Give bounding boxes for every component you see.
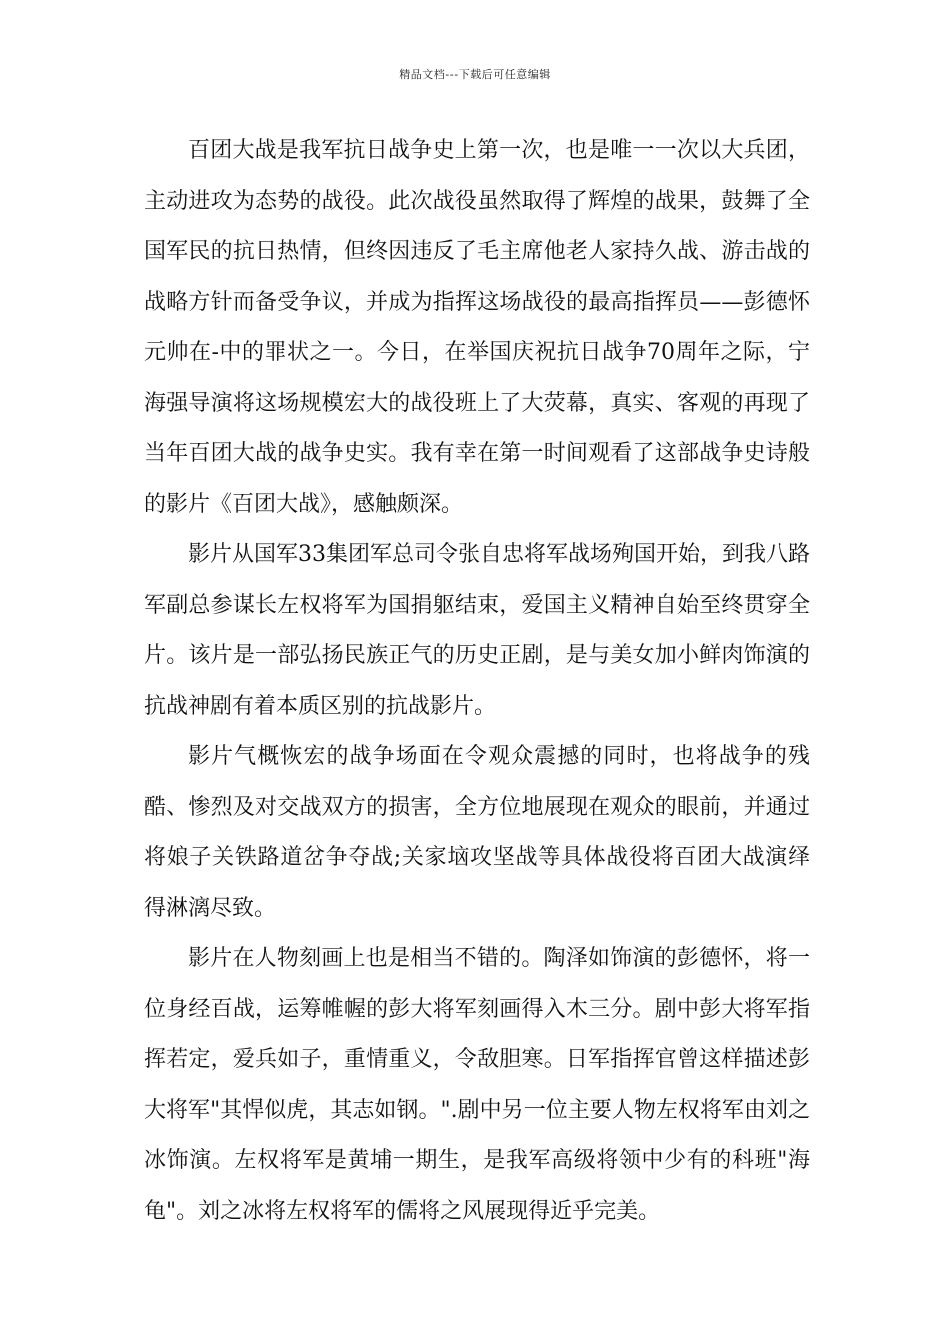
document-body [144,126,810,1237]
paragraph-4: 影片在人物刻画上也是相当不错的。陶泽如饰演的彭德怀，将一位身经百战，运筹帷幄的彭大将军刻画得入木三分。剧中彭大将军指挥若定，爱兵如子，重情重义，令敌胆寒。日军指挥官曾这样描述彭大将军"其悍似虎，其志如钢。".剧中另一位主要人物左权将军由刘之冰饰演。左权将军是黄埔一期生，是我军高级将领中少有的科班"海龟"。刘之冰将左权将军的儒将之风展现得近乎完美。 [144,946,810,1224]
paragraph-1: 百团大战是我军抗日战争史上第一次，也是唯一一次以大兵团，主动进攻为态势的战役。此次战役虽然取得了辉煌的战果，鼓舞了全国军民的抗日热情，但终因违反了毛主席他老人家持久战、游击战的战略方针而备受争议，并成为指挥这场战役的最高指挥员——彭德怀元帅在-中的罪状之一。今日，在举国庆祝抗日战争70周年之际，宁海强导演将这场规模宏大的战役班上了大荧幕，真实、客观的再现了当年百团大战的战争史实。我有幸在第一时间观看了这部战争史诗般的影片《百团大战》，感触颇深。 [144,138,810,517]
paragraph-3: 影片气概恢宏的战争场面在令观众震撼的同时，也将战争的残酷、惨烈及对交战双方的损害，全方位地展现在观众的眼前，并通过将娘子关铁路道岔争夺战;关家垴攻坚战等具体战役将百团大战演绎得淋漓尽致。 [144,744,810,921]
paragraph-2: 影片从国军33集团军总司令张自忠将军战场殉国开始，到我八路军副总参谋长左权将军为国捐躯结束，爱国主义精神自始至终贯穿全片。该片是一部弘扬民族正气的历史正剧，是与美女加小鲜肉饰演的抗战神剧有着本质区别的抗战影片。 [144,542,810,719]
page-header: 精品文档---下载后可任意编辑 [399,68,551,81]
